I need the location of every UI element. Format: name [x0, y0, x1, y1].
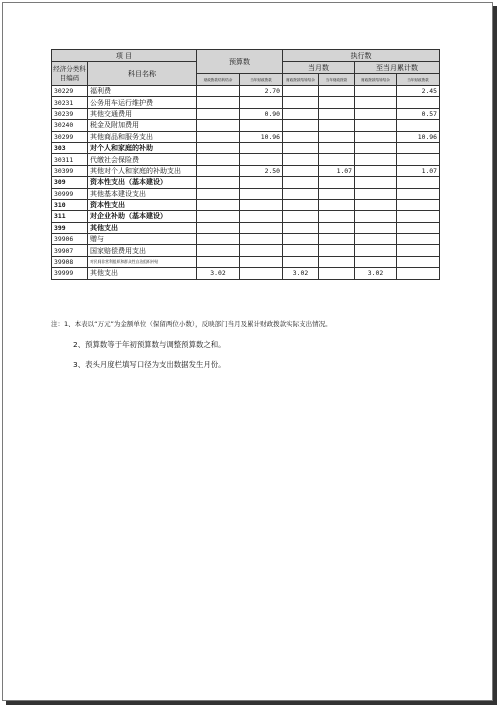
document-page	[2, 2, 493, 701]
table-row	[52, 154, 440, 165]
table-row	[52, 245, 440, 256]
header-sub-cum-2: 当年财政拨款	[397, 74, 440, 86]
cell-month-current	[319, 97, 355, 108]
cell-budget-current: 2.70	[240, 86, 283, 97]
cell-cum-carryover	[355, 108, 397, 119]
cell-month-carryover	[283, 188, 319, 199]
cell-budget-carryover	[197, 256, 240, 267]
cell-code: 303	[52, 142, 88, 153]
cell-month-carryover	[283, 86, 319, 97]
cell-month-carryover	[283, 142, 319, 153]
cell-code: 30399	[52, 165, 88, 176]
cell-budget-carryover	[197, 120, 240, 131]
cell-month-carryover	[283, 120, 319, 131]
cell-subject-name: 国家赔偿费用支出	[88, 245, 197, 256]
cell-month-carryover	[283, 97, 319, 108]
cell-budget-carryover	[197, 234, 240, 245]
cell-cum-current: 1.07	[397, 165, 440, 176]
header-subject-name: 科目名称	[88, 62, 197, 86]
cell-month-current	[319, 131, 355, 142]
cell-month-carryover	[283, 108, 319, 119]
cell-cum-current	[397, 211, 440, 222]
table-row	[52, 211, 440, 222]
cell-cum-carryover	[355, 211, 397, 222]
cell-budget-carryover	[197, 188, 240, 199]
header-sub-month-2: 当年财政拨款	[319, 74, 355, 86]
note-2: 2、预算数等于年初预算数与调整预算数之和。	[73, 340, 226, 349]
cell-month-carryover	[283, 234, 319, 245]
cell-subject-name: 代缴社会保险费	[88, 154, 197, 165]
cell-budget-current	[240, 142, 283, 153]
cell-cum-current: 2.45	[397, 86, 440, 97]
header-execution: 执行数	[283, 50, 440, 62]
table-row	[52, 256, 440, 267]
table-row	[52, 131, 440, 142]
cell-budget-carryover	[197, 211, 240, 222]
cell-subject-name: 其他交通费用	[88, 108, 197, 119]
cell-cum-carryover	[355, 120, 397, 131]
table-row	[52, 177, 440, 188]
cell-code: 399	[52, 222, 88, 233]
cell-budget-current	[240, 256, 283, 267]
cell-budget-current	[240, 211, 283, 222]
cell-code: 30240	[52, 120, 88, 131]
cell-cum-carryover: 3.02	[355, 268, 397, 279]
cell-cum-carryover	[355, 165, 397, 176]
table-row	[52, 268, 440, 279]
cell-month-carryover	[283, 131, 319, 142]
header-current-month: 当月数	[283, 62, 355, 74]
cell-budget-current	[240, 268, 283, 279]
cell-budget-carryover	[197, 108, 240, 119]
cell-subject-name: 资本性支出	[88, 199, 197, 210]
cell-budget-carryover	[197, 154, 240, 165]
cell-budget-carryover	[197, 86, 240, 97]
cell-cum-current	[397, 222, 440, 233]
cell-month-current	[319, 256, 355, 267]
cell-budget-carryover	[197, 177, 240, 188]
header-sub-month-1: 财政拨款结转结余	[283, 74, 319, 86]
cell-budget-current	[240, 234, 283, 245]
table-row	[52, 86, 440, 97]
cell-month-current	[319, 234, 355, 245]
cell-code: 39906	[52, 234, 88, 245]
cell-month-current	[319, 86, 355, 97]
header-sub-budget-2: 当年财政拨款	[240, 74, 283, 86]
table-row	[52, 142, 440, 153]
cell-cum-carryover	[355, 86, 397, 97]
cell-budget-current: 10.96	[240, 131, 283, 142]
cell-code: 309	[52, 177, 88, 188]
cell-month-current	[319, 222, 355, 233]
cell-subject-name: 对企业补助（基本建设）	[88, 211, 197, 222]
cell-code: 30229	[52, 86, 88, 97]
footnotes	[51, 319, 332, 370]
cell-month-carryover	[283, 177, 319, 188]
cell-cum-current	[397, 188, 440, 199]
cell-code: 30239	[52, 108, 88, 119]
header-item: 项 目	[52, 50, 197, 62]
cell-subject-name: 公务用车运行维护费	[88, 97, 197, 108]
cell-cum-carryover	[355, 177, 397, 188]
cell-subject-name: 其他支出	[88, 268, 197, 279]
cell-code: 310	[52, 199, 88, 210]
cell-cum-current	[397, 154, 440, 165]
cell-month-carryover	[283, 211, 319, 222]
cell-cum-current: 0.57	[397, 108, 440, 119]
cell-code: 39999	[52, 268, 88, 279]
note-3: 3、表头月度栏填写口径为支出数据发生月份。	[73, 360, 226, 369]
cell-month-carryover	[283, 245, 319, 256]
cell-cum-carryover	[355, 245, 397, 256]
cell-subject-name: 赠与	[88, 234, 197, 245]
cell-budget-current: 2.50	[240, 165, 283, 176]
cell-cum-current	[397, 245, 440, 256]
cell-month-current: 1.07	[319, 165, 355, 176]
cell-cum-carryover	[355, 97, 397, 108]
cell-subject-name: 其他支出	[88, 222, 197, 233]
cell-code: 30231	[52, 97, 88, 108]
note-1: 注：1、本表以“万元”为金额单位（保留两位小数），反映部门当月及累计财政拨款实际支出情况。	[51, 320, 332, 328]
cell-cum-current	[397, 177, 440, 188]
cell-month-current	[319, 120, 355, 131]
cell-code: 30999	[52, 188, 88, 199]
cell-month-carryover	[283, 222, 319, 233]
cell-code: 30311	[52, 154, 88, 165]
cell-subject-name: 税金及附加费用	[88, 120, 197, 131]
table-row	[52, 234, 440, 245]
cell-budget-current	[240, 222, 283, 233]
cell-cum-current	[397, 234, 440, 245]
cell-budget-carryover	[197, 222, 240, 233]
cell-subject-name: 其他商品和服务支出	[88, 131, 197, 142]
cell-cum-current	[397, 199, 440, 210]
cell-budget-carryover	[197, 199, 240, 210]
table-row	[52, 120, 440, 131]
cell-cum-carryover	[355, 256, 397, 267]
cell-budget-carryover	[197, 142, 240, 153]
cell-month-current	[319, 245, 355, 256]
cell-cum-current	[397, 268, 440, 279]
table-row	[52, 108, 440, 119]
cell-month-current	[319, 108, 355, 119]
cell-cum-carryover	[355, 199, 397, 210]
cell-cum-carryover	[355, 154, 397, 165]
cell-budget-carryover	[197, 97, 240, 108]
cell-cum-current: 10.96	[397, 131, 440, 142]
cell-code: 311	[52, 211, 88, 222]
cell-budget-carryover	[197, 245, 240, 256]
cell-budget-carryover	[197, 131, 240, 142]
cell-cum-current	[397, 256, 440, 267]
cell-month-carryover	[283, 256, 319, 267]
cell-budget-current	[240, 188, 283, 199]
table-row	[52, 188, 440, 199]
table-row	[52, 222, 440, 233]
cell-code: 39907	[52, 245, 88, 256]
cell-month-current	[319, 142, 355, 153]
cell-month-carryover: 3.02	[283, 268, 319, 279]
cell-code: 30299	[52, 131, 88, 142]
cell-cum-carryover	[355, 222, 397, 233]
cell-budget-current	[240, 199, 283, 210]
table-row	[52, 199, 440, 210]
cell-cum-carryover	[355, 188, 397, 199]
cell-subject-name: 对个人和家庭的补助	[88, 142, 197, 153]
cell-subject-name: 其他对个人和家庭的补助支出	[88, 165, 197, 176]
cell-cum-carryover	[355, 234, 397, 245]
table-row	[52, 165, 440, 176]
cell-month-current	[319, 268, 355, 279]
cell-cum-current	[397, 97, 440, 108]
cell-code: 39908	[52, 256, 88, 267]
cell-budget-current	[240, 120, 283, 131]
cell-subject-name: 对民间非营利组织和群众性自治组织补贴	[88, 256, 197, 267]
cell-cum-current	[397, 120, 440, 131]
expenditure-table	[51, 49, 440, 280]
header-sub-budget-1: 财政拨款结转结余	[197, 74, 240, 86]
cell-month-carryover	[283, 154, 319, 165]
header-econ-code: 经济分类科目编码	[52, 62, 88, 86]
cell-cum-current	[397, 142, 440, 153]
cell-month-carryover	[283, 165, 319, 176]
cell-month-current	[319, 177, 355, 188]
cell-budget-current	[240, 245, 283, 256]
cell-budget-current: 0.90	[240, 108, 283, 119]
cell-budget-current	[240, 177, 283, 188]
cell-budget-current	[240, 97, 283, 108]
cell-month-current	[319, 211, 355, 222]
table-row	[52, 97, 440, 108]
cell-subject-name: 其他基本建设支出	[88, 188, 197, 199]
cell-subject-name: 资本性支出（基本建设）	[88, 177, 197, 188]
cell-budget-carryover	[197, 165, 240, 176]
cell-month-carryover	[283, 199, 319, 210]
cell-budget-current	[240, 154, 283, 165]
cell-cum-carryover	[355, 142, 397, 153]
header-cumulative: 至当月累计数	[355, 62, 440, 74]
cell-month-current	[319, 154, 355, 165]
cell-budget-carryover: 3.02	[197, 268, 240, 279]
header-sub-cum-1: 财政拨款结转结余	[355, 74, 397, 86]
cell-month-current	[319, 199, 355, 210]
cell-cum-carryover	[355, 131, 397, 142]
cell-subject-name: 福利费	[88, 86, 197, 97]
header-budget: 预算数	[197, 50, 283, 74]
cell-month-current	[319, 188, 355, 199]
